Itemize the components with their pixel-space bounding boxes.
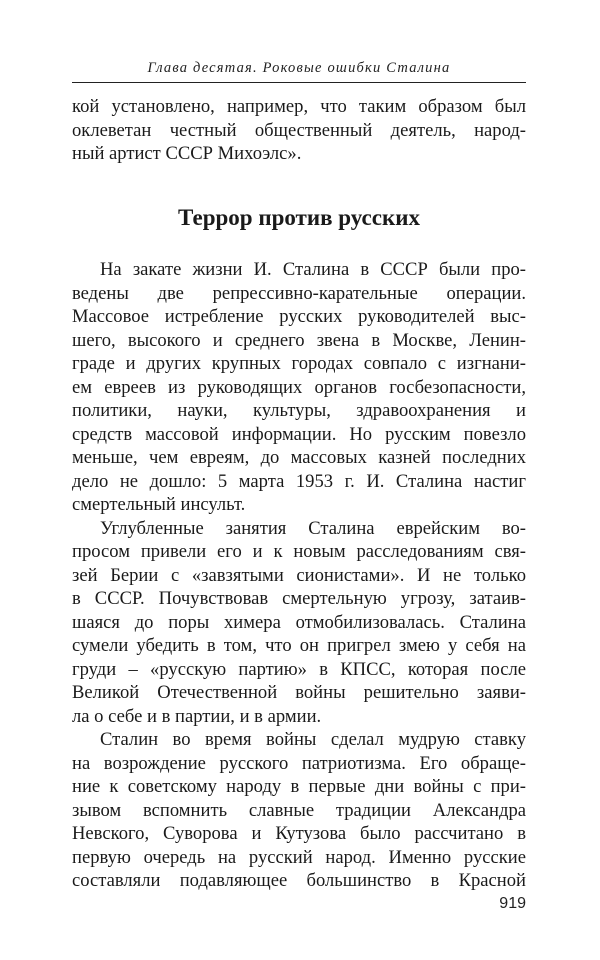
text-line: смертельный инсульт. (72, 494, 246, 515)
text-line: средств массовой информации. Но русским повезло (72, 423, 526, 445)
text-line: Сталин во время войны сделал мудрую ставку (100, 729, 526, 750)
top-paragraph (72, 95, 526, 166)
text-line: дело не дошло: 5 марта 1953 г. И. Сталина настиг (72, 470, 526, 492)
text-line: первую очередь на русский народ. Именно русские (72, 846, 526, 868)
text-line: политики, науки, культуры, здравоохранения и (72, 400, 526, 421)
text-line: в СССР. Почувствовав смертельную угрозу, затаив- (72, 588, 526, 609)
page-number: 919 (499, 895, 526, 912)
running-head: Глава десятая. Роковые ошибки Сталина (147, 60, 451, 76)
text-line: ние к советскому народу в первые дни войны с при- (72, 776, 526, 797)
paragraph-3 (72, 728, 526, 893)
text-line: Великой Отечественной войны решительно заяви- (72, 682, 526, 703)
text-line: Массовое истребление русских руководителей выс- (72, 306, 526, 327)
paragraph-2 (72, 517, 526, 729)
text-line: кой установлено, например, что таким образом был (72, 96, 526, 117)
text-line: Невского, Суворова и Кутузова было рассчитано в (72, 823, 526, 844)
text-line: сумели убедить в том, что он пригрел змею у себя на (72, 635, 526, 656)
text-line: оклеветан честный общественный деятель, народ- (72, 119, 526, 141)
text-line: груди – «русскую партию» в КПСС, которая после (72, 658, 526, 680)
text-line: шаяся до поры химера отмобилизовалась. Сталина (72, 611, 526, 633)
text-line: Углубленные занятия Сталина еврейским во- (100, 517, 526, 539)
text-line: составляли подавляющее большинство в Красной (72, 870, 526, 891)
text-line: меньше, чем евреям, до массовых казней последних (72, 447, 526, 468)
text-line: граде и других крупных городах совпало с изгнани- (72, 353, 526, 374)
text-line: ла о себе и в партии, и в армии. (72, 705, 322, 727)
text-line: на возрождение русского патриотизма. Его обраще- (72, 752, 526, 774)
header-rule (72, 82, 526, 83)
paragraph-1 (72, 258, 526, 517)
text-line: ем евреев из руководящих органов госбезопасности, (72, 376, 526, 398)
section-heading: Террор против русских (178, 205, 420, 230)
text-line: шего, высокого и среднего звена в Москве, Ленин- (72, 329, 526, 351)
text-line: На закате жизни И. Сталина в СССР были про- (100, 259, 526, 280)
text-line: зей Берии с «завзятыми сионистами». И не только (72, 564, 526, 586)
text-line: ный артист СССР Михоэлс». (72, 143, 302, 164)
text-line: ведены две репрессивно-карательные операции. (72, 282, 526, 304)
text-line: зывом вспомнить славные традиции Александра (72, 799, 526, 821)
text-line: просом привели его и к новым расследованиям свя- (72, 541, 526, 562)
